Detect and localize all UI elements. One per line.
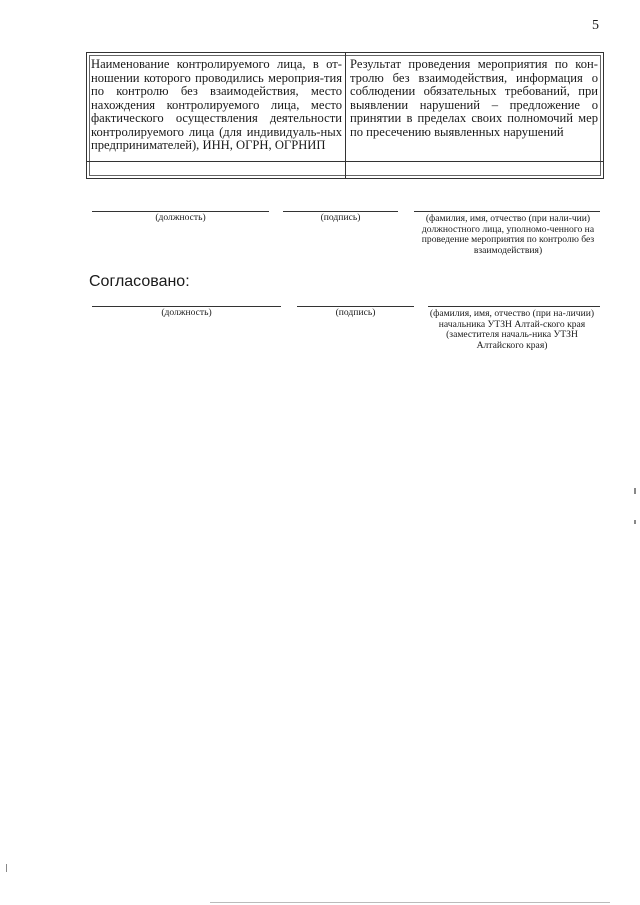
approver-signature-caption: (подпись) (335, 307, 376, 318)
table-row-divider (87, 161, 603, 162)
approver-full-name-line (428, 306, 600, 307)
full-name-signature-line (414, 211, 600, 212)
scan-speck (634, 520, 636, 524)
scan-speck (634, 488, 636, 494)
table-cell-empty-left (91, 164, 342, 176)
table-header-inspection-result: Результат проведения мероприятия по кон-тролю без взаимодействия, информация о соблюдении обязательных требований, при выявлении нарушений – предложение о принятии в пределах своих полномочий мер по пресечению выявленных нарушений (350, 57, 598, 139)
approved-label: Согласовано: (89, 273, 190, 290)
scan-speck (6, 864, 7, 872)
approver-full-name-caption: (фамилия, имя, отчество (при на-личии) начальника УТЗН Алтай-ского края (заместителя началь-ника УТЗН Алтайского края) (429, 308, 595, 351)
table-column-divider (345, 53, 346, 178)
table-cell-empty-right (350, 164, 598, 176)
position-caption: (должность) (155, 212, 206, 223)
inspection-results-table (86, 52, 604, 179)
full-name-caption: (фамилия, имя, отчество (при нали-чии) должностного лица, уполномо-ченного на проведение мероприятия по контролю без взаимодействия) (421, 213, 595, 256)
approver-position-caption: (должность) (161, 307, 212, 318)
table-header-controlled-entity: Наименование контролируемого лица, в от-ношении которого проводились мероприя-тия по контролю без взаимодействия, место нахождения контролируемого лица, место фактического осуществления деятельности контролируемого лица (для индивидуаль-ных предпринимателей), ИНН, ОГРН, ОГРНИП (91, 57, 342, 152)
scan-edge-line (210, 902, 610, 903)
page-number: 5 (592, 18, 599, 33)
signature-caption: (подпись) (320, 212, 361, 223)
